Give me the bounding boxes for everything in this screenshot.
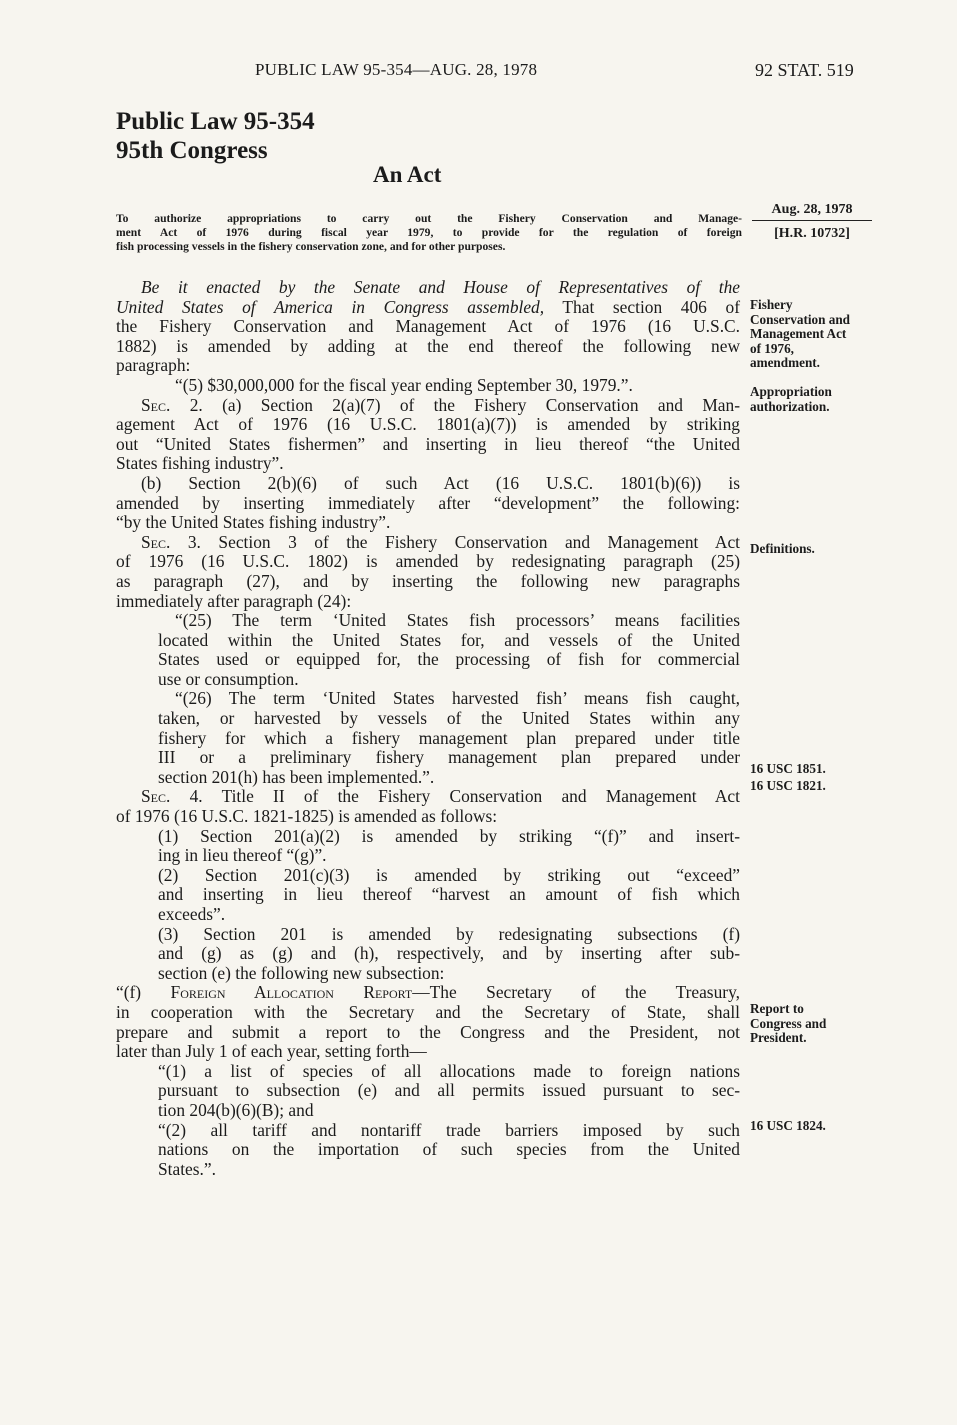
margin-note-definitions: Definitions.: [750, 541, 815, 556]
long-title-line: To authorize appropriations to carry out the Fishery Conservation and Manage-: [116, 212, 742, 225]
body-line: 1882) is amended by adding at the end thereof the following new: [116, 335, 740, 356]
body-line: “by the United States fishing industry”.: [116, 512, 391, 533]
body-line: [116, 983, 740, 1003]
body-line: (3) Section 201 is amended by redesignating subsections (f): [158, 923, 740, 944]
running-header: PUBLIC LAW 95-354—AUG. 28, 1978: [255, 60, 538, 79]
margin-note-line: Congress and: [750, 1015, 827, 1031]
body-line: nations on the importation of such species from the United: [158, 1139, 740, 1160]
body-line: ing in lieu thereof “(g)”.: [158, 845, 327, 866]
body-line: section (e) the following new subsection:: [158, 962, 445, 983]
body-text: “(f): [116, 982, 142, 1003]
body-line: out “United States fishermen” and inserting in lieu thereof “the United: [116, 433, 740, 454]
body-line: of 1976 (16 U.S.C. 1802) is amended by redesignating paragraph (25): [116, 551, 740, 572]
margin-note-report: [750, 1002, 880, 1046]
long-title-line: ment Act of 1976 during fiscal year 1979, to provide for the regulation of foreign: [116, 226, 742, 239]
margin-note-line: Fishery: [750, 297, 793, 312]
margin-note-fishery: [750, 298, 880, 371]
body-line: [116, 533, 740, 553]
congress-number: 95th Congress: [116, 137, 268, 164]
margin-note-usc-1824: 16 USC 1824.: [750, 1118, 826, 1133]
body-text: —The Secretary of the Treasury,: [412, 982, 740, 1003]
body-line: as paragraph (27), and by inserting the following new paragraphs: [116, 570, 740, 591]
body-text: That section 406 of: [562, 296, 740, 317]
long-title: [116, 212, 742, 254]
margin-note-line: Appropriation: [750, 384, 832, 399]
law-number: Public Law 95-354: [116, 108, 315, 135]
margin-note-line: Report to: [750, 1001, 804, 1016]
margin-note-line: amendment.: [750, 355, 820, 371]
body-line: exceeds”.: [158, 904, 226, 924]
body-line: “(25) The term ‘United States fish processors’ means facilities: [175, 610, 740, 631]
body-text: Title II of the Fishery Conservation and Management Act: [221, 786, 740, 807]
body-line: section 201(h) has been implemented.”.: [158, 766, 435, 787]
body-line: taken, or harvested by vessels of the United States within any: [158, 708, 740, 729]
body-line: prepare and submit a report to the Congress and the President, not: [116, 1021, 740, 1042]
body-text: Section 3 of the Fishery Conservation and Management Act: [218, 531, 740, 552]
enacting-clause: Be it enacted by the Senate and House of Representatives of the: [141, 277, 740, 297]
body-line: amended by inserting immediately after “development” the following:: [116, 492, 740, 513]
section-label: Sec. 3.: [141, 531, 201, 552]
margin-note-usc-1821: 16 USC 1821.: [750, 778, 826, 793]
statute-citation: 92 STAT. 519: [755, 60, 854, 80]
body-line: (b) Section 2(b)(6) of such Act (16 U.S.C. 1801(b)(6)) is: [141, 472, 740, 493]
body-line: agement Act of 1976 (16 U.S.C. 1801(a)(7)) is amended by striking: [116, 414, 740, 435]
body-line: [116, 396, 740, 416]
body-line: [116, 298, 740, 318]
margin-note-line: Management Act: [750, 326, 847, 342]
section-label: Sec. 4.: [141, 786, 203, 807]
body-line: “(5) $30,000,000 for the fiscal year ending September 30, 1979.”.: [175, 374, 633, 395]
margin-note-line: authorization.: [750, 398, 830, 414]
margin-note-line: Conservation and: [750, 311, 851, 327]
body-line: “(1) a list of species of all allocations made to foreign nations: [158, 1060, 740, 1081]
body-line: immediately after paragraph (24):: [116, 590, 352, 611]
body-line: later than July 1 of each year, setting forth—: [116, 1041, 427, 1062]
margin-note-appropriation: [750, 385, 880, 414]
enactment-date: Aug. 28, 1978: [752, 202, 872, 221]
report-heading: Foreign Allocation Report: [170, 982, 413, 1003]
body-line: the Fishery Conservation and Management Act of 1976 (16 U.S.C.: [116, 316, 740, 337]
long-title-line: fish processing vessels in the fishery conservation zone, and for other purposes.: [116, 240, 506, 253]
act-body: [116, 278, 740, 1179]
body-line: (2) Section 201(c)(3) is amended by striking out “exceed”: [158, 864, 740, 885]
body-line: paragraph:: [116, 355, 191, 376]
body-line: III or a preliminary fishery management plan prepared under: [158, 747, 740, 768]
act-heading: An Act: [373, 162, 442, 187]
body-line: and (g) as (g) and (h), respectively, and by inserting after sub-: [158, 943, 740, 964]
body-line: and inserting in lieu thereof “harvest an amount of fish which: [158, 884, 740, 905]
body-line: in cooperation with the Secretary and the Secretary of State, shall: [116, 1001, 740, 1022]
enacting-clause: United States of America in Congress assembled,: [116, 296, 545, 317]
body-line: States fishing industry”.: [116, 453, 284, 474]
body-text: (a) Section 2(a)(7) of the Fishery Conservation and Man-: [222, 394, 740, 415]
body-line: fishery for which a fishery management plan prepared under title: [158, 727, 740, 748]
body-line: tion 204(b)(6)(B); and: [158, 1099, 314, 1120]
margin-note-line: of 1976,: [750, 340, 794, 356]
body-line: use or consumption.: [158, 668, 299, 689]
margin-note-usc-1851: 16 USC 1851.: [750, 761, 826, 776]
body-line: States used or equipped for, the processing of fish for commercial: [158, 649, 740, 670]
body-line: of 1976 (16 U.S.C. 1821-1825) is amended as follows:: [116, 806, 498, 827]
section-label: Sec. 2.: [141, 394, 203, 415]
body-line: “(26) The term ‘United States harvested fish’ means fish caught,: [175, 688, 740, 709]
body-line: (1) Section 201(a)(2) is amended by striking “(f)” and insert-: [158, 825, 740, 846]
body-line: [116, 787, 740, 807]
body-line: pursuant to subsection (e) and all permits issued pursuant to sec-: [158, 1080, 740, 1101]
body-line: located within the United States for, and vessels of the United: [158, 629, 740, 650]
margin-note-line: President.: [750, 1030, 807, 1046]
bill-number: [H.R. 10732]: [774, 226, 850, 241]
body-line: States.”.: [158, 1158, 216, 1179]
body-line: “(2) all tariff and nontariff trade barriers imposed by such: [158, 1119, 740, 1140]
